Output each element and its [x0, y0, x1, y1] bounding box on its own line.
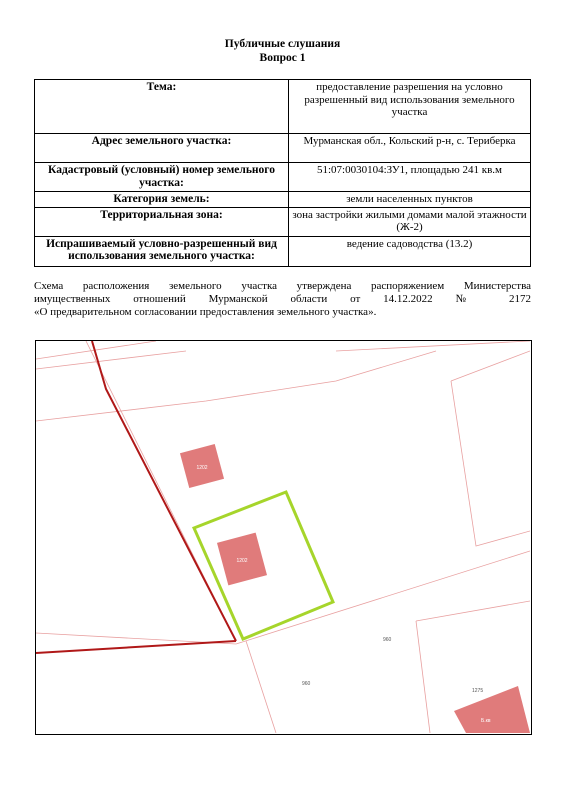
paragraph-line-3: «О предварительном согласовании предоставления земельного участка».: [34, 306, 377, 318]
row-label-zone: Территориальная зона:: [35, 207, 289, 236]
red-boundary-line: [92, 341, 236, 641]
table-row: [35, 134, 531, 163]
building-label: 1202: [236, 558, 248, 564]
parcel-label: 960: [383, 637, 392, 643]
map-canvas: [36, 341, 530, 733]
parcel-line: [416, 621, 430, 733]
building-label: 1275: [472, 688, 484, 694]
row-value-address: Мурманская обл., Кольский р-н, с. Териберка: [289, 134, 531, 163]
table-row: [35, 192, 531, 208]
building-label: Б.кв: [481, 718, 491, 724]
parcel-line: [336, 341, 530, 351]
row-label-use: Испрашиваемый условно-разрешенный вид использования земельного участка:: [35, 236, 289, 266]
scheme-paragraph: [34, 280, 531, 319]
page-subtitle: Вопрос 1: [259, 52, 306, 64]
parcel-line: [451, 381, 530, 546]
parcel-line: [451, 351, 530, 381]
parcel-line: [36, 351, 186, 369]
red-boundary-line: [36, 641, 236, 653]
row-value-use: ведение садоводства (13.2): [289, 236, 531, 266]
building-label: 1202: [196, 465, 208, 471]
row-value-cadastral: 51:07:0030104:ЗУ1, площадью 241 кв.м: [289, 163, 531, 192]
parcel-line: [236, 551, 530, 644]
parcel-lines: [36, 341, 530, 733]
row-value-topic: предоставление разрешения на условно разрешенный вид использования земельного участка: [289, 80, 531, 134]
parcel-label: 960: [302, 681, 311, 687]
page-title: Публичные слушания: [224, 38, 341, 50]
building-shape: [454, 686, 530, 733]
row-value-zone: зона застройки жилыми домами малой этажности (Ж-2): [289, 207, 531, 236]
cadastral-map: [35, 340, 532, 735]
row-label-address: Адрес земельного участка:: [35, 134, 289, 163]
row-value-category: земли населенных пунктов: [289, 192, 531, 208]
paragraph-line-1: Схема расположения земельного участка утверждена распоряжением Министерства: [34, 280, 531, 292]
row-label-cadastral: Кадастровый (условный) номер земельного участка:: [35, 163, 289, 192]
row-label-topic: Тема:: [35, 80, 289, 134]
info-table: [34, 79, 531, 267]
table-row: [35, 207, 531, 236]
paragraph-line-2: имущественных отношений Мурманской области от 14.12.2022 № 2172: [34, 293, 531, 305]
parcel-line: [416, 601, 530, 621]
parcel-line: [246, 641, 276, 733]
row-label-category: Категория земель:: [35, 192, 289, 208]
table-row: [35, 236, 531, 266]
table-row: [35, 163, 531, 192]
table-row: [35, 80, 531, 134]
